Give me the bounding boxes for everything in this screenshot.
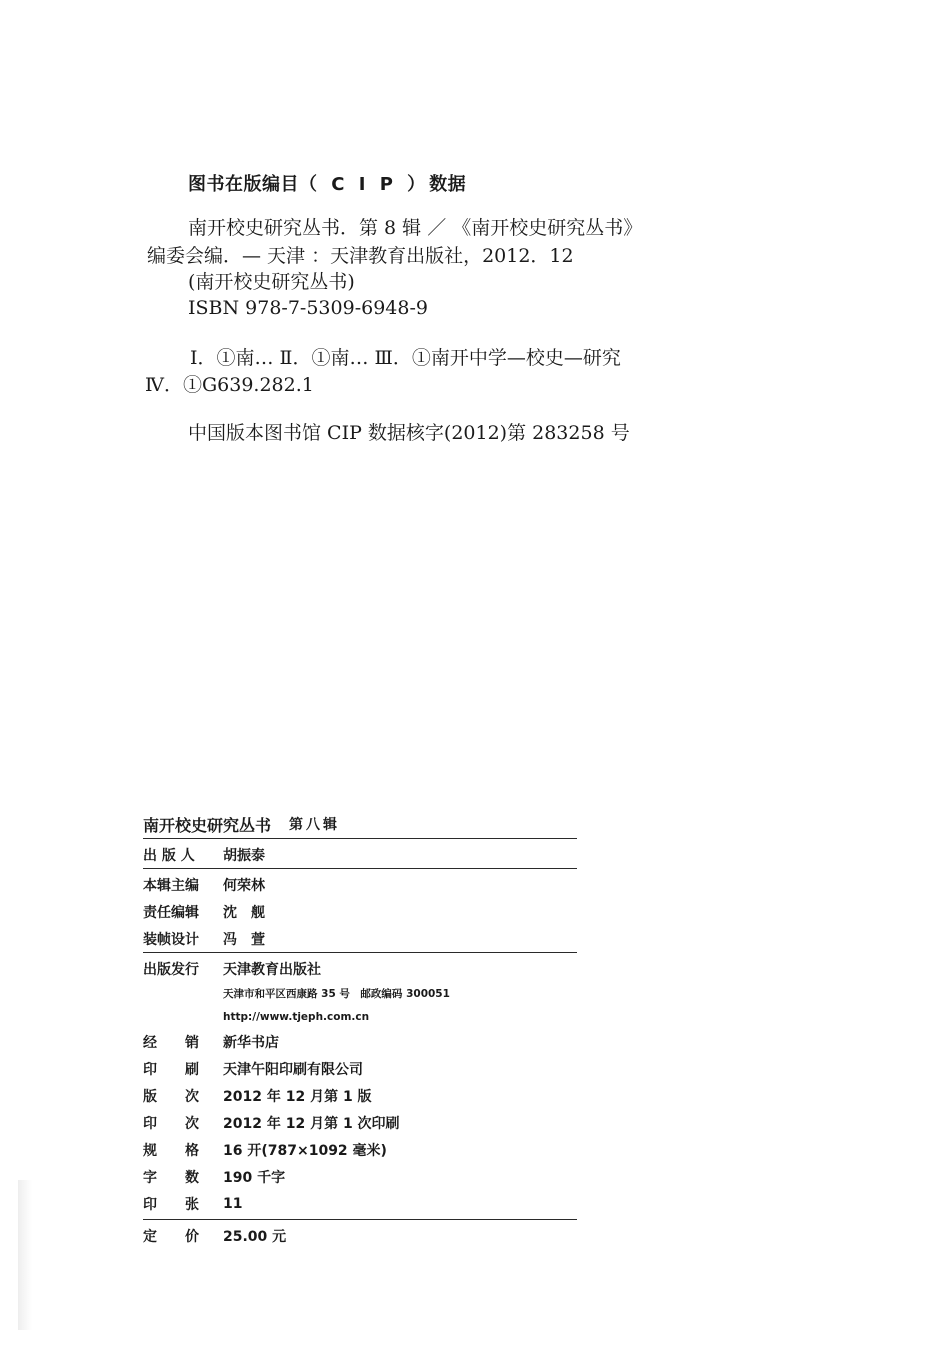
words-value: 190 千字 bbox=[223, 1169, 286, 1186]
cip-heading-pre: 图书在版编目 bbox=[188, 174, 299, 195]
format-label: 规 格 bbox=[143, 1142, 199, 1159]
cip-title-line: 南开校史研究丛书．第 8 辑 ／ 《南开校史研究丛书》 bbox=[188, 217, 643, 239]
price-row bbox=[143, 1222, 577, 1249]
price-label: 定 价 bbox=[143, 1228, 199, 1245]
cip-heading-code: （ C I P ） bbox=[299, 174, 430, 195]
cip-heading-post: 数据 bbox=[429, 174, 467, 195]
cip-heading bbox=[188, 170, 466, 196]
publisher-value: 胡振泰 bbox=[223, 847, 265, 864]
cip-subject-line: Ⅰ．①南… Ⅱ．①南… Ⅲ．①南开中学—校史—研究 bbox=[190, 347, 621, 369]
design-label: 装帧设计 bbox=[143, 931, 199, 948]
responsible-editor-label: 责任编辑 bbox=[143, 904, 199, 921]
cip-classification-line: Ⅳ．①G639.282.1 bbox=[145, 374, 314, 396]
edition-value: 2012 年 12 月第 1 版 bbox=[223, 1088, 372, 1105]
design-row bbox=[143, 925, 577, 952]
publisher-row bbox=[143, 841, 577, 868]
responsible-editor-row bbox=[143, 898, 577, 925]
sheets-value: 11 bbox=[223, 1195, 243, 1212]
edition-label: 版 次 bbox=[143, 1088, 199, 1105]
page-edge-shadow bbox=[18, 1180, 32, 1330]
format-value: 16 开(787×1092 毫米) bbox=[223, 1142, 387, 1159]
design-value: 冯 萱 bbox=[223, 931, 265, 948]
series-name: 南开校史研究丛书 bbox=[143, 815, 272, 835]
divider bbox=[143, 838, 577, 839]
sales-value: 新华书店 bbox=[223, 1034, 279, 1051]
sheets-label: 印 张 bbox=[143, 1196, 199, 1213]
printer-row bbox=[143, 1055, 577, 1082]
series-title bbox=[143, 810, 577, 838]
edition-row bbox=[143, 1082, 577, 1109]
format-row bbox=[143, 1136, 577, 1163]
chief-editor-row bbox=[143, 871, 577, 898]
publisher-label: 出 版 人 bbox=[143, 847, 195, 864]
sales-label: 经 销 bbox=[143, 1034, 199, 1051]
responsible-editor-value: 沈 舰 bbox=[223, 904, 265, 921]
address-value: 天津市和平区西康路 35 号 邮政编码 300051 bbox=[223, 988, 450, 1000]
words-label: 字 数 bbox=[143, 1169, 199, 1186]
printer-value: 天津午阳印刷有限公司 bbox=[223, 1061, 363, 1078]
cip-isbn-line: ISBN 978-7-5309-6948-9 bbox=[188, 297, 428, 319]
distribution-label: 出版发行 bbox=[143, 961, 199, 978]
cip-series-line: (南开校史研究丛书) bbox=[188, 271, 355, 293]
printing-row bbox=[143, 1109, 577, 1136]
printing-label: 印 次 bbox=[143, 1115, 199, 1132]
divider bbox=[143, 1219, 577, 1220]
website-row bbox=[143, 1005, 577, 1028]
sales-row bbox=[143, 1028, 577, 1055]
printing-value: 2012 年 12 月第 1 次印刷 bbox=[223, 1115, 400, 1132]
printer-label: 印 刷 bbox=[143, 1061, 199, 1078]
distribution-row bbox=[143, 955, 577, 982]
chief-editor-label: 本辑主编 bbox=[143, 877, 199, 894]
words-row bbox=[143, 1163, 577, 1190]
distribution-value: 天津教育出版社 bbox=[223, 961, 321, 978]
divider bbox=[143, 868, 577, 869]
colophon bbox=[143, 810, 577, 1249]
divider bbox=[143, 952, 577, 953]
cip-record-number-line: 中国版本图书馆 CIP 数据核字(2012)第 283258 号 bbox=[188, 422, 630, 444]
sheets-row bbox=[143, 1190, 577, 1217]
address-row bbox=[143, 982, 577, 1005]
cip-editor-line: 编委会编．— 天津 ：天津教育出版社，2012．12 bbox=[147, 245, 574, 267]
series-volume: 第八辑 bbox=[289, 817, 341, 833]
price-value: 25.00 元 bbox=[223, 1228, 287, 1245]
chief-editor-value: 何荣林 bbox=[223, 877, 265, 894]
website-value: http://www.tjeph.com.cn bbox=[223, 1010, 370, 1023]
